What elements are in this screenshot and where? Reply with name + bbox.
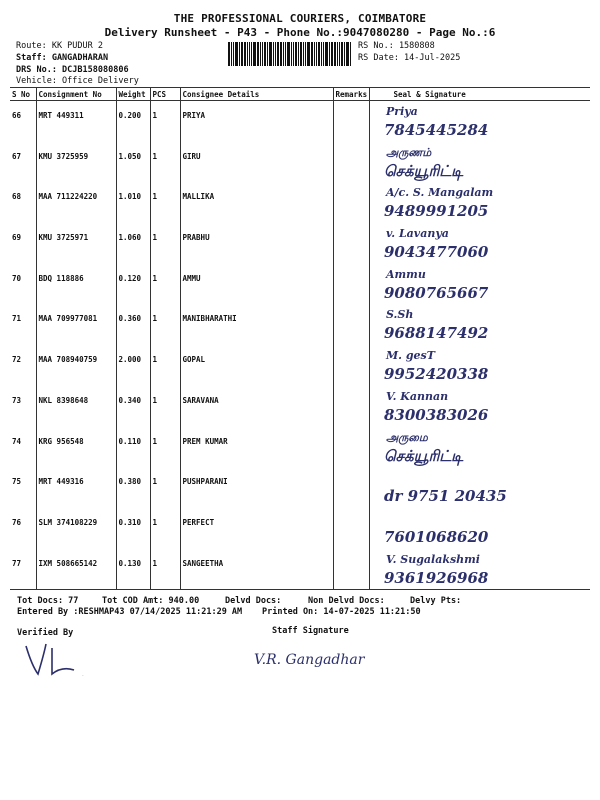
runsheet-subtitle: Delivery Runsheet - P43 - Phone No.:9047080280 - Page No.:6 (104, 26, 496, 39)
cell-consignee: PREM KUMAR (180, 427, 333, 468)
table-header-row (10, 88, 590, 101)
cell-signature (369, 467, 590, 508)
cell-signature (369, 304, 590, 345)
cell-sno: 74 (12, 436, 22, 446)
cell-remarks (333, 427, 369, 468)
cell-consignee: PRIYA (180, 101, 333, 142)
signature-name: Priya (385, 105, 418, 118)
cell-remarks (333, 101, 369, 142)
col-sno: S No (10, 88, 36, 101)
staff-signature-text: V.R. Gangadhar (254, 652, 365, 668)
col-remarks: Remarks (333, 88, 369, 101)
cell-pcs: 1 (150, 101, 180, 142)
signature-phone: 9489991205 (383, 202, 488, 221)
cell-pcs: 1 (150, 345, 180, 386)
cell-weight: 0.360 (116, 304, 150, 345)
signature-name: V. Kannan (385, 389, 448, 403)
signature-name: S.Sh (385, 308, 413, 322)
cell-weight: 0.200 (116, 101, 150, 142)
cell-consignment: MRT 449316 (36, 467, 116, 508)
cell-signature (369, 142, 590, 183)
handwritten-signature (378, 429, 574, 467)
signature-name: அருமை (385, 430, 428, 444)
cell-pcs: 1 (150, 508, 180, 549)
cell-sno: 75 (12, 477, 22, 487)
cell-consignment: KMU 3725971 (36, 223, 116, 264)
cell-consignee: MANIBHARATHI (180, 304, 333, 345)
handwritten-signature (378, 225, 574, 263)
barcode-image (228, 42, 352, 66)
cell-consignment: MAA 708940759 (36, 345, 116, 386)
signature-phone: செக்யூரிட்டி (383, 161, 463, 180)
signature-phone: 7601068620 (383, 527, 488, 546)
cell-consignment: BDQ 118886 (36, 264, 116, 305)
col-weight: Weight (116, 88, 150, 101)
cell-consignment: MAA 709977081 (36, 304, 116, 345)
table-row (10, 549, 590, 590)
staff-signature-image (250, 640, 390, 674)
cell-pcs: 1 (150, 264, 180, 305)
signature-name: Ammu (385, 267, 426, 281)
cell-signature (369, 345, 590, 386)
cell-consignee: AMMU (180, 264, 333, 305)
vehicle-label: Vehicle: Office Delivery (16, 76, 139, 86)
cell-weight: 0.340 (116, 386, 150, 427)
cell-remarks (333, 264, 369, 305)
signature-phone: 9080765667 (383, 283, 488, 302)
cell-pcs: 1 (150, 386, 180, 427)
cell-signature (369, 386, 590, 427)
cell-consignment: SLM 374108229 (36, 508, 116, 549)
cell-consignment: MRT 449311 (36, 101, 116, 142)
col-seal-signature: Seal & Signature (369, 88, 590, 101)
cell-pcs: 1 (150, 304, 180, 345)
cell-consignment: KMU 3725959 (36, 142, 116, 183)
runsheet-table (10, 87, 590, 590)
signature-phone: 9361926968 (383, 568, 488, 587)
cell-consignment: NKL 8398648 (36, 386, 116, 427)
cell-remarks (333, 223, 369, 264)
verifier-mark: VR (82, 676, 84, 677)
signature-name: அருணம் (385, 145, 431, 159)
cell-sno: 72 (12, 355, 22, 365)
cell-sno: 76 (12, 517, 22, 527)
total-cod: Tot COD Amt: 940.00 (102, 596, 200, 606)
printed-on: Printed On: 14-07-2025 11:21:50 (262, 607, 421, 617)
cell-sno: 69 (12, 233, 22, 243)
col-pcs: PCS (150, 88, 180, 101)
cell-sno: 77 (10, 549, 36, 590)
cell-weight: 1.050 (116, 142, 150, 183)
cell-remarks (333, 345, 369, 386)
cell-consignment: KRG 956548 (36, 427, 116, 468)
handwritten-signature (378, 469, 574, 507)
cell-consignment: IXM 508665142 (36, 549, 116, 590)
table-row (10, 101, 590, 142)
signature-name: V. Sugalakshmi (385, 552, 480, 566)
delivered-docs: Delvd Docs: (225, 596, 282, 606)
cell-sno: 70 (12, 273, 22, 283)
cell-weight: 0.120 (116, 264, 150, 305)
signature-name: M. gesT (385, 349, 435, 363)
cell-sno: 67 (12, 151, 22, 161)
cell-sno: 68 (12, 192, 22, 202)
handwritten-signature (378, 103, 574, 141)
table-row (10, 223, 590, 264)
cell-consignee: GOPAL (180, 345, 333, 386)
cell-remarks (333, 508, 369, 549)
cell-weight: 0.130 (116, 549, 150, 590)
cell-signature (369, 264, 590, 305)
table-row (10, 427, 590, 468)
table-row (10, 182, 590, 223)
handwritten-signature (378, 184, 574, 222)
entered-by: Entered By :RESHMAP43 07/14/2025 11:21:29 AM (17, 607, 243, 617)
handwritten-signature (378, 266, 574, 304)
signature-phone: செக்யூரிட்டி (383, 446, 463, 465)
cell-consignee: SARAVANA (180, 386, 333, 427)
cell-consignment: MAA 711224220 (36, 182, 116, 223)
cell-signature (369, 549, 590, 590)
cell-signature (369, 508, 590, 549)
cell-weight: 0.110 (116, 427, 150, 468)
cell-pcs: 1 (150, 223, 180, 264)
verified-by-label: Verified By (17, 628, 74, 638)
cell-consignee: SANGEETHA (180, 549, 333, 590)
signature-phone: 9043477060 (383, 243, 488, 262)
non-delivered-docs: Non Delvd Docs: (308, 596, 385, 606)
col-consignee: Consignee Details (180, 88, 333, 101)
cell-weight: 2.000 (116, 345, 150, 386)
verifier-signature (22, 636, 82, 678)
cell-remarks (333, 142, 369, 183)
cell-sno: 73 (12, 395, 22, 405)
table-row (10, 386, 590, 427)
rs-date: RS Date: 14-Jul-2025 (358, 53, 461, 63)
cell-pcs: 1 (150, 549, 180, 590)
cell-pcs: 1 (150, 427, 180, 468)
cell-signature (369, 182, 590, 223)
cell-consignee: PERFECT (180, 508, 333, 549)
table-row (10, 508, 590, 549)
cell-weight: 0.380 (116, 467, 150, 508)
cell-weight: 0.310 (116, 508, 150, 549)
handwritten-signature (378, 347, 574, 385)
cell-pcs: 1 (150, 142, 180, 183)
cell-signature (369, 101, 590, 142)
cell-sno: 71 (12, 314, 22, 324)
cell-pcs: 1 (150, 467, 180, 508)
signature-phone: 7845445284 (383, 121, 488, 139)
cell-signature (369, 427, 590, 468)
rs-number: RS No.: 1580808 (358, 41, 435, 51)
cell-remarks (333, 182, 369, 223)
cell-signature (369, 223, 590, 264)
col-consignment: Consignment No (36, 88, 116, 101)
cell-consignee: PUSHPARANI (180, 467, 333, 508)
handwritten-signature (378, 144, 574, 182)
table-row (10, 467, 590, 508)
delivery-points: Delvy Pts: (410, 596, 462, 606)
total-docs: Tot Docs: 77 (17, 596, 79, 606)
handwritten-signature (378, 388, 574, 426)
signature-phone: 8300383026 (383, 405, 488, 424)
table-row (10, 304, 590, 345)
signature-phone: 9688147492 (383, 324, 488, 343)
route-label: Route: KK PUDUR 2 (16, 41, 103, 51)
cell-remarks (333, 467, 369, 508)
handwritten-signature (378, 551, 574, 589)
handwritten-signature (378, 306, 574, 344)
cell-remarks (333, 549, 369, 590)
cell-consignee: GIRU (180, 142, 333, 183)
cell-pcs: 1 (150, 182, 180, 223)
handwritten-signature (378, 510, 574, 548)
runsheet-title: THE PROFESSIONAL COURIERS, COIMBATORE (173, 12, 427, 25)
signature-phone: 9952420338 (383, 365, 488, 384)
staff-signature-label: Staff Signature (272, 626, 349, 636)
cell-consignee: PRABHU (180, 223, 333, 264)
cell-weight: 1.060 (116, 223, 150, 264)
table-row (10, 345, 590, 386)
cell-consignee: MALLIKA (180, 182, 333, 223)
drs-number: DRS No.: DCJB158080806 (16, 65, 129, 75)
staff-label: Staff: GANGADHARAN (16, 53, 109, 63)
cell-sno: 66 (12, 111, 22, 120)
signature-phone: dr 9751 20435 (383, 487, 507, 506)
table-row (10, 142, 590, 183)
signature-name: A/c. S. Mangalam (385, 186, 493, 200)
cell-remarks (333, 304, 369, 345)
signature-name: v. Lavanya (385, 227, 449, 241)
cell-remarks (333, 386, 369, 427)
table-row (10, 264, 590, 305)
cell-weight: 1.010 (116, 182, 150, 223)
